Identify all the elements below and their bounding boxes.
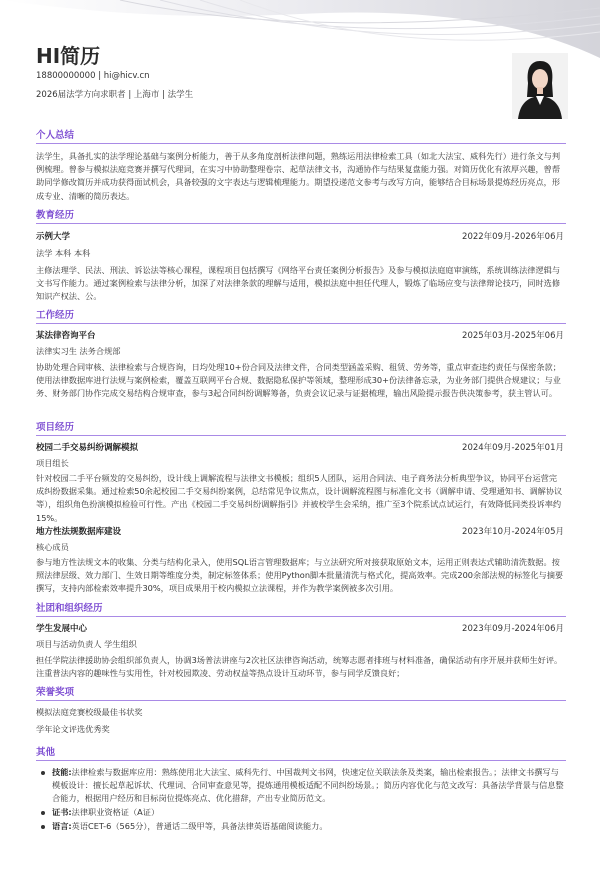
portrait-photo: [512, 53, 568, 119]
portrait-icon: [512, 53, 568, 119]
list-item: [36, 766, 564, 805]
section-divider: [36, 143, 566, 144]
section-divider: [36, 435, 566, 436]
project-name: 校园二手交易纠纷调解模拟: [36, 443, 139, 453]
summary-text: 法学生，具备扎实的法学理论基础与案例分析能力，善于从多角度剖析法律问题，熟练运用法律检索工具（如北大法宝、威科先行）进行条文与判例梳理。曾参与模拟法庭竞赛并撰写代理词，在实习中协助整理卷宗、起草法律文书，沟通协作与结果复盘能力强。对简历优化有浓厚兴趣，曾帮助同学修改简历并成功获得面试机会，具备较强的文字表达与逻辑梳理能力。期望投递范文参考与改写方向，能够结合目标场景提炼经历亮点，形成专业、清晰的简历表达。: [36, 151, 561, 201]
campus-date: 2023年09月-2024年06月: [462, 624, 564, 634]
education-degree: 法学 本科 本科: [36, 248, 91, 258]
project-date: 2024年09月-2025年01月: [462, 443, 564, 453]
school-name: 示例大学: [36, 232, 71, 242]
work-role: 法律实习生 法务合规部: [36, 346, 121, 356]
section-title-campus: 社团和组织经历: [36, 603, 103, 614]
language-text: 英语CET-6（565分），普通话二级甲等，具备法律英语基础阅读能力。: [71, 821, 328, 831]
award-item: 模拟法庭竞赛校级最佳书状奖: [36, 707, 143, 717]
job-intent: 2026届法学方向求职者 | 上海市 | 法学生: [36, 90, 194, 100]
section-divider: [36, 223, 566, 224]
certificate-text: 法律职业资格证（A证）: [71, 807, 160, 817]
work-description: 协助处理合同审核、法律检索与合规咨询，日均处理10+份合同及法律文件，合同类型涵盖采购、租赁、劳务等，重点审查违约责任与保密条款；使用法律数据库进行法规与案例检索，覆盖互联网平台合规、数据隐私保护等领域，整理形成30+份法律备忘录，为业务部门提供合规建议；与业务、财务部门协作完成交易结构合规审查，参与3起合同纠纷调解筹备，负责会议记录与证据梳理，输出风险提示报告供决策参考，获主管认可。: [36, 362, 561, 399]
list-item: [36, 806, 564, 819]
project-description: 参与地方性法规文本的收集、分类与结构化录入，使用SQL语言管理数据库；与立法研究所对接获取原始文本，运用正则表达式辅助清洗数据。按照法律层级、效力部门、生效日期等维度分类，制定标签体系；使用Python脚本批量清洗与格式化，提高效率。完成200余部法规的标签化与摘要撰写，支持内部检索效率提升30%，项目成果用于校内模拟立法课程，并作为教学案例被多次引用。: [36, 557, 564, 594]
section-title-summary: 个人总结: [36, 130, 75, 141]
skill-label: 技能:: [52, 767, 72, 777]
organization-name: 学生发展中心: [36, 624, 88, 634]
work-date: 2025年03月-2025年06月: [462, 331, 564, 341]
section-divider: [36, 323, 566, 324]
project-description: 针对校园二手平台频发的交易纠纷，设计线上调解流程与法律文书模板；组织5人团队，运用合同法、电子商务法分析典型争议，协同平台运营完成纠纷数据采集。通过检索50余起校园二手交易纠纷案例，总结常见争议焦点，设计调解流程图与标准化文书（调解申请、受理通知书、调解协议等），组织角色扮演模拟检验可行性。产出《校园二手交易纠纷调解指引》并被校学生会采纳，推广至3个院系试点试运行，有效降低同类投诉率约15%。: [36, 473, 563, 523]
campus-description: 担任学院法律援助协会组织部负责人，协调3场普法讲座与2次社区法律咨询活动，统筹志愿者排班与材料准备，确保活动有序开展并获师生好评。注重普法内容的趣味性与实用性，针对校园欺凌、劳动权益等热点设计互动环节，参与同学反馈良好；: [36, 655, 563, 679]
education-date: 2022年09月-2026年06月: [462, 232, 564, 242]
project-name: 地方性法规数据库建设: [36, 527, 122, 537]
candidate-name: HI简历: [36, 44, 101, 68]
section-title-awards: 荣誉奖项: [36, 687, 75, 698]
section-title-projects: 项目经历: [36, 422, 75, 433]
section-divider: [36, 760, 566, 761]
section-divider: [36, 616, 566, 617]
skill-text: 法律检索与数据库应用：熟练使用北大法宝、威科先行、中国裁判文书网，快速定位关联法条及类案，输出检索报告。；法律文书撰写与模板设计：擅长起草起诉状、代理词、合同审查意见等，提炼通用模板适配不同纠纷场景。；简历内容优化与范文改写：具备法学背景与信息整合能力，根据用户经历和目标岗位提炼亮点、优化措辞，产出专业简历范文。: [52, 767, 564, 803]
company-name: 某法律咨询平台: [36, 331, 96, 341]
contact-info: 18800000000 | hi@hicv.cn: [36, 71, 150, 81]
list-item: [36, 820, 564, 833]
project-role: 项目组长: [36, 458, 69, 468]
resume-header: [0, 0, 600, 130]
other-list: [36, 766, 564, 834]
section-title-education: 教育经历: [36, 210, 75, 221]
language-label: 语言:: [52, 821, 72, 831]
section-title-other: 其他: [36, 747, 56, 758]
certificate-label: 证书:: [52, 807, 72, 817]
project-date: 2023年10月-2024年05月: [462, 527, 564, 537]
education-description: 主修法理学、民法、刑法、诉讼法等核心课程，课程项目包括撰写《网络平台责任案例分析报告》及参与模拟法庭庭审演练，系统训练法律逻辑与文书写作能力。通过案例检索与法律分析，加深了对法律条款的理解与适用，模拟法庭中担任代理人，锻炼了临场应变与法律辩论技巧，同时选修知识产权法、公。: [36, 265, 561, 302]
section-title-work: 工作经历: [36, 310, 75, 321]
project-role: 核心成员: [36, 542, 69, 552]
award-item: 学年论文评选优秀奖: [36, 724, 110, 734]
section-divider: [36, 700, 566, 701]
campus-role: 项目与活动负责人 学生组织: [36, 639, 137, 649]
